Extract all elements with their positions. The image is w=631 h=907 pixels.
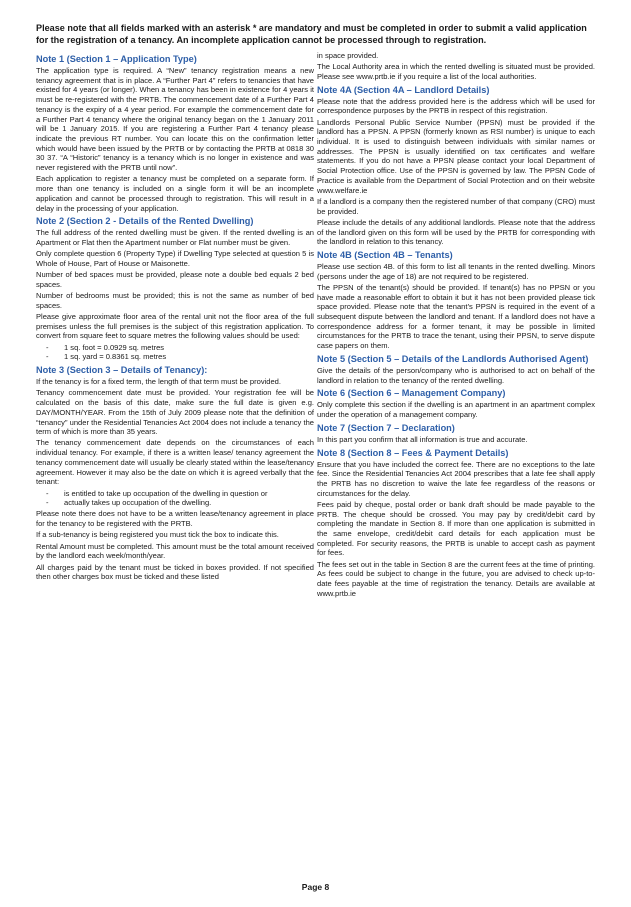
section-heading: Note 8 (Section 8 – Fees & Payment Details) [317, 447, 509, 458]
section-heading: Note 1 (Section 1 – Application Type) [36, 54, 197, 64]
section-heading: Note 6 (Section 6 – Management Company) [317, 388, 506, 399]
body-paragraph: Please use section 4B. of this form to list all tenants in the rented dwelling. Minors (persons under the age of 18) are not required to be registered. [317, 261, 595, 281]
bullet-list [36, 343, 314, 362]
list-item: - actually takes up occupation of the dwelling. [36, 498, 314, 508]
body-paragraph: The fees set out in the table in Section 8 are the current fees at the time of printing. As fees could be subject to change in the future, you are advised to check up-to-date fees payable at the time of registration the tenancy. Details are available at www.prtb.ie [317, 559, 595, 598]
section-heading: Note 7 (Section 7 – Declaration) [317, 422, 455, 433]
intro-notice: Please note that all fields marked with an asterisk * are mandatory and must be completed in order to submit a valid application for the registration of a tenancy. An incomplete application cannot be processed through to registration. [36, 23, 587, 45]
body-paragraph: Tenancy commencement date must be provided. Your registration fee will be calculated on the basis of this date, make sure the full date is given e.g. DAY/MONTH/YEAR. From the 15th of July 2009 please note that the definition of “tenancy” under the Residential Tenancies Act 2004 does not include a tenancy the term of which is more than 35 years. [36, 388, 314, 437]
section-heading: Note 2 (Section 2 - Details of the Rented Dwelling) [36, 216, 254, 227]
section-heading: Note 4A (Section 4A – Landlord Details) [317, 84, 490, 95]
body-paragraph: Give the details of the person/company who is authorised to act on behalf of the landlord in relation to the tenancy of the rented dwelling. [317, 365, 595, 385]
right-column [317, 51, 595, 600]
left-column [36, 51, 314, 600]
body-paragraph: The PPSN of the tenant(s) should be provided. If tenant(s) has no PPSN or you have made a reasonable effort to obtain it but it has not been provided please tick space provided. Please note that the tenant’s PPSN is required in the event of a subsequent dispute between the landlord and tenant. If a landlord does not have a correspondence address for a former tenant, it may be possible in limited circumstances for the PRTB to trace the tenant, using their PPSN, to serve dispute case papers on them. [317, 282, 595, 351]
body-paragraph: Ensure that you have included the correct fee. There are no exceptions to the late fee. Since the Residential Tenancies Act 2004 prescribes that a late fee shall apply the PRTB has no discretion to waive the late fee regardless of the reasons or circumstances for the delay. [317, 459, 595, 498]
body-paragraph: Fees paid by cheque, postal order or bank draft should be made payable to the PRTB. The cheque should be crossed. You may pay by credit/debit card by completing the mandate in Section 8. If more than one application is submitted in the same envelope, credit/debit card details for each application must be completed. For security reasons, the PRTB is unable to accept cash as payment for fees. [317, 499, 595, 558]
body-paragraph: Please note that the address provided here is the address which will be used for correspondence purposes by the PRTB in respect of this registration. [317, 96, 595, 116]
columns [36, 51, 595, 600]
section-heading: Note 4B (Section 4B – Tenants) [317, 249, 453, 260]
body-paragraph: If a landlord is a company then the registered number of that company (CRO) must be provided. [317, 196, 595, 216]
bullet-list [36, 489, 314, 508]
list-item: - is entitled to take up occupation of the dwelling in question or [36, 489, 314, 499]
body-paragraph: If a sub-tenancy is being registered you must tick the box to indicate this. [36, 530, 279, 540]
body-paragraph: Each application to register a tenancy must be completed on a separate form. If more than one tenancy is included on a single form it will be an incomplete application and cannot be processed through to registration. This will result in a delay in the processing of your application. [36, 174, 314, 213]
body-paragraph: in space provided. [317, 51, 379, 60]
body-paragraph: Please note there does not have to be a written lease/tenancy agreement in place for the tenancy to be registered with the PRTB. [36, 509, 314, 529]
body-paragraph: The tenancy commencement date depends on the circumstances of each individual tenancy. For example, if there is a written lease/ tenancy agreement the tenancy commencement date will usually be clearly stated within the lease/tenancy agreement. However it may also be the date on which it is agreed verbally that the tenant: [36, 438, 314, 487]
body-paragraph: The Local Authority area in which the rented dwelling is situated must be provided. Please see www.prtb.ie if you require a list of the local authorities. [317, 62, 595, 81]
body-paragraph: Number of bedrooms must be provided; this is not the same as number of bed spaces. [36, 291, 314, 310]
body-paragraph: If the tenancy is for a fixed term, the length of that term must be provided. [36, 377, 281, 387]
section-heading: Note 5 (Section 5 – Details of the Landlords Authorised Agent) [317, 353, 589, 364]
body-paragraph: All charges paid by the tenant must be ticked in boxes provided. If not specified then other charges box must be ticked and these listed [36, 562, 314, 582]
body-paragraph: The application type is required. A “New” tenancy registration means a new tenancy agreement that is in place. A “Further Part 4” refers to tenancies that have existed for 4 years (or longer). When a tenancy has been in existence for 4 years it must be re-registered with the PRTB. The commencement date of a Further Part 4 tenancy is the expiry of a 4 year period. For example the commencement date for a Further Part 4 tenancy where the original tenancy began on the 1 January 2011 will be 1 January 2015. If you are registering a Further Part 4 tenancy please indicate the previous RT number. You can locate this on the confirmation letter which would have been issued by the PRTB or by contacting the PRTB at 0818 30 30 37. “A “Historic” tenancy is a tenancy which is no longer in existence and was never registered with the PRTB until now”. [36, 66, 314, 173]
body-paragraph: Please give approximate floor area of the rental unit not the floor area of the full premises unless the full premises is the subject of this registration application. To convert from square feet to square metres the following values should be used: [36, 312, 314, 341]
body-paragraph: In this part you confirm that all information is true and accurate. [317, 434, 528, 444]
page-number: Page 8 [301, 882, 330, 892]
section-heading: Note 3 (Section 3 – Details of Tenancy): [36, 365, 208, 376]
body-paragraph: Only complete question 6 (Property Type) if Dwelling Type selected at question 5 is Whole of House, Part of House or Maisonette. [36, 249, 314, 268]
body-paragraph: Number of bed spaces must be provided, please note a double bed equals 2 bed spaces. [36, 270, 314, 289]
body-paragraph: Please include the details of any additional landlords. Please note that the address of the landlord given on this form will be used by the PRTB for corresponding with the landlord in relation to this tenancy. [317, 217, 595, 247]
list-item: - 1 sq. foot = 0.0929 sq. metres [36, 343, 314, 353]
body-paragraph: The full address of the rented dwelling must be given. If the rented dwelling is an Apartment or Flat then the Apartment number or Flat number must be given. [36, 228, 314, 247]
list-item: - 1 sq. yard = 0.8361 sq. metres [36, 352, 314, 362]
body-paragraph: Rental Amount must be completed. This amount must be the total amount received by the landlord each week/month/year. [36, 541, 314, 561]
body-paragraph: Landlords Personal Public Service Number (PPSN) must be provided if the landlord has a PPSN. A PPSN (formerly known as RSI number) is unique to each individual. It is used to distinguish between individuals with similar names or addresses. The PPSN is usually identified on tax certificates and welfare statements. If you do not have a PPSN please contact your local Department of Social Protection office. Use of the PPSN is governed by law. The PPSN Code of Practice is available from the Department of Social Protection and on their website www.welfare.ie [317, 117, 595, 195]
body-paragraph: Only complete this section if the dwelling is an apartment in an apartment complex under the operation of a management company. [317, 400, 595, 420]
